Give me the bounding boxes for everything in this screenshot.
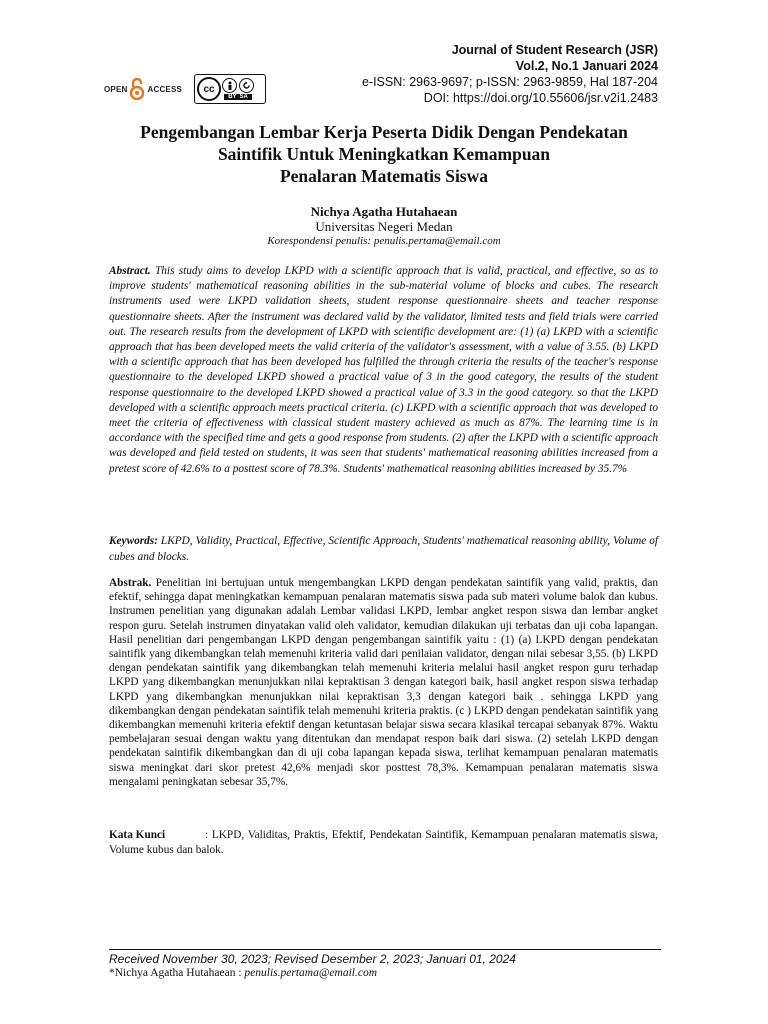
- journal-info: [362, 42, 658, 106]
- received-dates: Received November 30, 2023; Revised Desember 2, 2023; Januari 01, 2024: [109, 952, 516, 966]
- license-logos: [104, 74, 266, 104]
- open-access-logo: [104, 78, 182, 100]
- doi-label: DOI:: [423, 91, 450, 105]
- footer-author: [109, 967, 377, 979]
- abstract-id: [109, 576, 658, 789]
- share-alike-icon: [239, 78, 254, 93]
- cc-by-sa-badge: [194, 74, 266, 104]
- footer-author-name: *Nichya Agatha Hutahaean :: [109, 967, 245, 979]
- abstract-en-text: This study aims to develop LKPD with a scientific approach that is valid, practical, and effective, so as to improve students' mathematical reasoning abilities in the sub-material volume of blocks and cubes. The research instruments used were LKPD validation sheets, student response questionnaire sheets and teacher response questionnaire sheets. After the instrument was declared valid by the validator, limited tests and field trials were carried out. The research results from the development of LKPD with scientific development are: (1) (a) LKPD with a scientific approach that has been developed meets the valid criteria of the validator's assessment, with a value of 3.55. (b) LKPD with a scientific approach that has been developed has fulfilled the through criteria the results of the teacher's response questionnaire to the developed LKPD showed a practical value of 3 in the good category, the results of the student response questionnaire to the developed LKPD showed a practical value of 3.3 in the good category. so that the LKPD developed with a scientific approach meets practical criteria. (c) LKPD with a scientific approach that was developed to meet the criteria of effectiveness with classical student mastery achieved as much as 87%. The learning time is in accordance with the specified time and gets a good response from students. (2) after the LKPD with a scientific approach was developed and field tested on students, it was seen that students' mathematical reasoning abilities increased from a pretest score of 42.6% to a posttest score of 78.3%. Students' mathematical reasoning abilities increased by 35.7%: [109, 265, 658, 475]
- journal-name: Journal of Student Research (JSR): [451, 43, 658, 57]
- journal-volume: Vol.2, No.1 Januari 2024: [515, 59, 658, 73]
- open-lock-icon: [129, 78, 145, 100]
- attribution-icon: [222, 78, 237, 93]
- by-label: BY: [228, 94, 237, 100]
- abstract-id-label: Abstrak.: [109, 577, 152, 589]
- footer-email[interactable]: penulis.pertama@email.com: [244, 967, 377, 979]
- keywords-id: [109, 828, 658, 857]
- doi-link[interactable]: https://doi.org/10.55606/jsr.v2i1.2483: [452, 91, 658, 105]
- abstract-en-label: Abstract.: [109, 265, 151, 277]
- keywords-en-text: LKPD, Validity, Practical, Effective, Scientific Approach, Students' mathematical reasoning ability, Volume of cubes and blocks.: [109, 535, 658, 563]
- sa-label: SA: [239, 94, 248, 100]
- title-line-3: Penalaran Matematis Siswa: [279, 166, 489, 186]
- keywords-en: [109, 534, 658, 565]
- cc-icon: cc: [197, 77, 221, 101]
- keywords-id-label: Kata Kunci: [109, 829, 166, 841]
- title-line-2: Saintifik Untuk Meningkatkan Kemampuan: [217, 144, 551, 164]
- journal-issn: e-ISSN: 2963-9697; p-ISSN: 2963-9859, Hal 187-204: [361, 75, 658, 89]
- open-access-right-text: ACCESS: [147, 84, 183, 94]
- keywords-en-label: Keywords:: [109, 535, 158, 547]
- footer-divider: [109, 949, 661, 950]
- journal-doi: [362, 90, 658, 106]
- title-line-1: Pengembangan Lembar Kerja Peserta Didik Dengan Pendekatan: [140, 122, 628, 142]
- abstract-en: [109, 264, 658, 477]
- open-access-left-text: OPEN: [104, 84, 128, 94]
- keywords-id-text: : LKPD, Validitas, Praktis, Efektif, Pendekatan Saintifik, Kemampuan penalaran matematis siswa, Volume kubus dan balok.: [109, 829, 658, 856]
- abstract-id-text: Penelitian ini bertujuan untuk mengembangkan LKPD dengan pendekatan saintifik yang valid, praktis, dan efektif, sehingga dapat meningkatkan kemampuan penalaran matematis siswa pada sub materi volume balok dan kubus. Instrumen penelitian yang digunakan adalah Lembar validasi LKPD, lembar angket respon siswa dan lembar angket respon guru. Setelah instrumen dinyatakan valid oleh validator, kemudian dilakukan uji terbatas dan uji coba lapangan. Hasil penelitian dari pengembangan LKPD dengan pengembangan saintifik yaitu : (1) (a) LKPD dengan pendekatan saintifik yang dikembangkan telah memenuhi kriteria valid dari penilaian validator, dengan nilai sebesar 3,55. (b) LKPD dengan pendekatan saintifik yang dikembangkan telah memenuhi kriteria melalui hasil angket respon guru terhadap LKPD yang dikembangkan menunjukkan nilai kepraktisan 3 dengan kategori baik, hasil angket respon siswa terhadap LKPD yang dikembangkan menunjukkan nilai kepraktisan 3,3 dengan kategori baik . sehingga LKPD yang dikembangkan dengan pendekatan saintifik telah memenuhi kriteria praktis. (c ) LKPD dengan pendekatan saintifik yang dikembangkan memenuhi kriteria efektif dengan ketuntasan belajar siswa secara klasikal tercapai sebanyak 87%. Waktu pembelajaran sesuai dengan waktu yang ditentukan dan mendapat respon baik dari siswa. (2) setelah LKPD dengan pendekatan saintifik dikembangkan dan di uji coba lapangan kepada siswa, terlihat kemampuan penalaran matematis siswa meningkat dari skor pretest 42,6% menjadi skor posttest 78,3%. Kemampuan penalaran matematis siswa mengalami peningkatan sebesar 35,7%.: [109, 577, 658, 788]
- paper-title: [90, 121, 678, 187]
- author-name: Nichya Agatha Hutahaean: [310, 204, 458, 219]
- author-affiliation: Universitas Negeri Medan: [315, 219, 453, 234]
- correspondence-email: Korespondensi penulis: penulis.pertama@email.com: [267, 235, 501, 247]
